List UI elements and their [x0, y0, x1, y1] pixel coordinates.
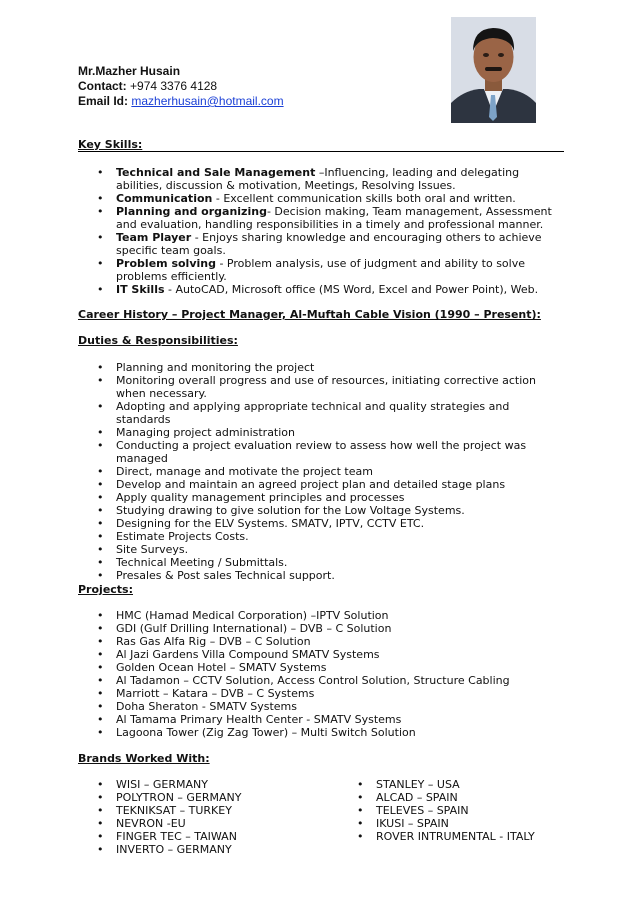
email-line: [78, 94, 284, 109]
list-item: • POLYTRON – GERMANY: [78, 791, 338, 804]
list-item: • STANLEY – USA: [338, 778, 568, 791]
list-item: • ALCAD – SPAIN: [338, 791, 568, 804]
contact-header: [78, 64, 284, 109]
profile-photo: [451, 17, 536, 123]
section-title-brands: Brands Worked With:: [78, 752, 210, 765]
skill-item: [78, 231, 563, 257]
list-item: • Develop and maintain an agreed project plan and detailed stage plans: [78, 478, 563, 491]
brands-left-list: [78, 778, 338, 856]
duties-list-container: [78, 361, 563, 582]
contact-label: Contact:: [78, 79, 127, 93]
list-item: • Lagoona Tower (Zig Zag Tower) – Multi Switch Solution: [78, 726, 563, 739]
contact-phone: +974 3376 4128: [126, 79, 218, 93]
contact-line: [78, 79, 284, 94]
section-title-projects: Projects:: [78, 583, 133, 596]
list-item: • Adopting and applying appropriate technical and quality strategies and standards: [78, 400, 563, 426]
list-item: • Direct, manage and motivate the project team: [78, 465, 563, 478]
list-item: • GDI (Gulf Drilling International) – DVB – C Solution: [78, 622, 563, 635]
key-skills-list: [78, 166, 563, 296]
list-item: • Managing project administration: [78, 426, 563, 439]
key-skills-section: [78, 138, 563, 152]
brands-section: [78, 752, 563, 766]
skill-name: Team Player: [116, 231, 192, 244]
skill-item: [78, 192, 563, 205]
skill-description: - Enjoys sharing knowledge and encouraging others to achieve specific team goals.: [116, 231, 542, 257]
email-link[interactable]: mazherhusain@hotmail.com: [131, 94, 284, 108]
list-item: • Apply quality management principles and processes: [78, 491, 563, 504]
list-item: • TEKNIKSAT – TURKEY: [78, 804, 338, 817]
list-item: • Al Tadamon – CCTV Solution, Access Control Solution, Structure Cabling: [78, 674, 563, 687]
brands-right-list: [338, 778, 568, 843]
skill-item: [78, 166, 563, 192]
list-item: • Estimate Projects Costs.: [78, 530, 563, 543]
skill-item: [78, 257, 563, 283]
skill-name: IT Skills: [116, 283, 165, 296]
skill-name: Planning and organizing: [116, 205, 267, 218]
skill-name: Problem solving: [116, 257, 216, 270]
skill-description: - Problem analysis, use of judgment and ability to solve problems efficiently.: [116, 257, 525, 283]
email-label: Email Id:: [78, 94, 129, 108]
list-item: • Presales & Post sales Technical support.: [78, 569, 563, 582]
list-item: • IKUSI – SPAIN: [338, 817, 568, 830]
list-item: • Al Tamama Primary Health Center - SMATV Systems: [78, 713, 563, 726]
list-item: • Studying drawing to give solution for the Low Voltage Systems.: [78, 504, 563, 517]
skill-item: [78, 205, 563, 231]
projects-list-container: [78, 609, 563, 739]
list-item: • Monitoring overall progress and use of resources, initiating corrective action when necessary.: [78, 374, 563, 400]
candidate-name: Mr.Mazher Husain: [78, 64, 181, 78]
list-item: • Conducting a project evaluation review to assess how well the project was managed: [78, 439, 563, 465]
projects-list: [78, 609, 563, 739]
skill-description: –Influencing, leading and delegating abilities, discussion & motivation, Meetings, Resolving Issues.: [116, 166, 520, 192]
duties-list: [78, 361, 563, 582]
list-item: • FINGER TEC – TAIWAN: [78, 830, 338, 843]
list-item: • HMC (Hamad Medical Corporation) –IPTV Solution: [78, 609, 563, 622]
list-item: • INVERTO – GERMANY: [78, 843, 338, 856]
list-item: • Doha Sheraton - SMATV Systems: [78, 700, 563, 713]
section-title-duties: Duties & Responsibilities:: [78, 334, 238, 347]
list-item: • Planning and monitoring the project: [78, 361, 563, 374]
list-item: • Site Surveys.: [78, 543, 563, 556]
list-item: • Ras Gas Alfa Rig – DVB – C Solution: [78, 635, 563, 648]
skill-description: - Excellent communication skills both oral and written.: [212, 192, 516, 205]
key-skills-list-container: [78, 166, 563, 296]
list-item: • ROVER INTRUMENTAL - ITALY: [338, 830, 568, 843]
list-item: • TELEVES – SPAIN: [338, 804, 568, 817]
skill-name: Technical and Sale Management: [116, 166, 316, 179]
list-item: • WISI – GERMANY: [78, 778, 338, 791]
brands-left-column: [78, 778, 338, 856]
skill-description: - Decision making, Team management, Assessment and evaluation, handling responsibilities in a timely and professional manner.: [116, 205, 552, 231]
skill-description: - AutoCAD, Microsoft office (MS Word, Excel and Power Point), Web.: [164, 283, 539, 296]
list-item: • Al Jazi Gardens Villa Compound SMATV Systems: [78, 648, 563, 661]
list-item: • NEVRON -EU: [78, 817, 338, 830]
list-item: • Golden Ocean Hotel – SMATV Systems: [78, 661, 563, 674]
section-title-key-skills: Key Skills:: [78, 138, 143, 151]
career-history-section: [78, 308, 563, 322]
duties-section: [78, 334, 563, 348]
list-item: • Designing for the ELV Systems. SMATV, IPTV, CCTV ETC.: [78, 517, 563, 530]
section-divider: [78, 151, 564, 152]
list-item: • Technical Meeting / Submittals.: [78, 556, 563, 569]
skill-item: [78, 283, 563, 296]
projects-section: [78, 583, 563, 597]
list-item: • Marriott – Katara – DVB – C Systems: [78, 687, 563, 700]
skill-name: Communication: [116, 192, 213, 205]
brands-right-column: [338, 778, 568, 843]
section-title-career-history: Career History – Project Manager, Al-Muftah Cable Vision (1990 – Present):: [78, 308, 541, 321]
